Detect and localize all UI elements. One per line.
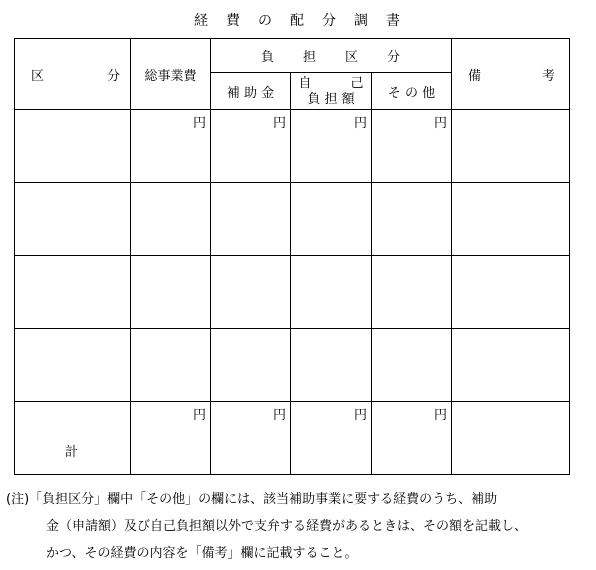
row-self-cell [291, 183, 372, 256]
footnote-line: (注)「負担区分」欄中「その他」の欄には、該当補助事業に要する経費のうち、補助 [6, 492, 498, 507]
row-self-cell [291, 256, 372, 329]
row-self-cell [291, 329, 372, 402]
total-row [15, 402, 570, 475]
header-self-burden-line1: 自 己 [298, 75, 364, 91]
header-self-burden [291, 73, 372, 110]
row-bikou-cell [452, 183, 570, 256]
header-burden-category: 負 担 区 分 [211, 39, 452, 73]
yen-unit: 円 [131, 110, 211, 183]
footnote [6, 486, 590, 567]
row-bikou-cell [452, 329, 570, 402]
total-row-label: 計 [15, 402, 131, 475]
row-other-cell [372, 256, 452, 329]
header-self-burden-line2: 負 担 額 [307, 91, 355, 107]
table-row [15, 183, 570, 256]
header-bikou-left: 備 [468, 68, 482, 84]
header-other: そ の 他 [372, 73, 452, 110]
row-kubun-cell [15, 183, 131, 256]
yen-unit: 円 [291, 402, 372, 475]
table-row [15, 110, 570, 183]
yen-unit: 円 [291, 110, 372, 183]
expense-allocation-table [14, 38, 570, 475]
yen-unit: 円 [372, 402, 452, 475]
header-subsidy: 補 助 金 [211, 73, 291, 110]
header-kubun-left: 区 [31, 68, 45, 84]
row-kubun-cell [15, 329, 131, 402]
header-kubun [15, 39, 131, 110]
yen-unit: 円 [211, 402, 291, 475]
footnote-line: 金（申請額）及び自己負担額以外で支弁する経費があるときは、その額を記載し、 [46, 519, 528, 534]
row-kubun-cell [15, 110, 131, 183]
row-kubun-cell [15, 256, 131, 329]
row-subsidy-cell [211, 256, 291, 329]
row-other-cell [372, 183, 452, 256]
document-title: 経 費 の 配 分 調 書 [194, 13, 402, 29]
yen-unit: 円 [372, 110, 452, 183]
row-total-cell [131, 183, 211, 256]
row-bikou-cell [452, 402, 570, 475]
header-kubun-right: 分 [106, 68, 120, 84]
yen-unit: 円 [131, 402, 211, 475]
yen-unit: 円 [211, 110, 291, 183]
table-row [15, 329, 570, 402]
header-total-cost: 総事業費 [131, 39, 211, 110]
row-total-cell [131, 256, 211, 329]
header-bikou-right: 考 [542, 68, 556, 84]
header-bikou [452, 39, 570, 110]
row-subsidy-cell [211, 183, 291, 256]
row-subsidy-cell [211, 329, 291, 402]
row-bikou-cell [452, 110, 570, 183]
row-other-cell [372, 329, 452, 402]
table-row [15, 256, 570, 329]
row-total-cell [131, 329, 211, 402]
footnote-line: かつ、その経費の内容を「備考」欄に記載すること。 [46, 546, 358, 561]
row-bikou-cell [452, 256, 570, 329]
